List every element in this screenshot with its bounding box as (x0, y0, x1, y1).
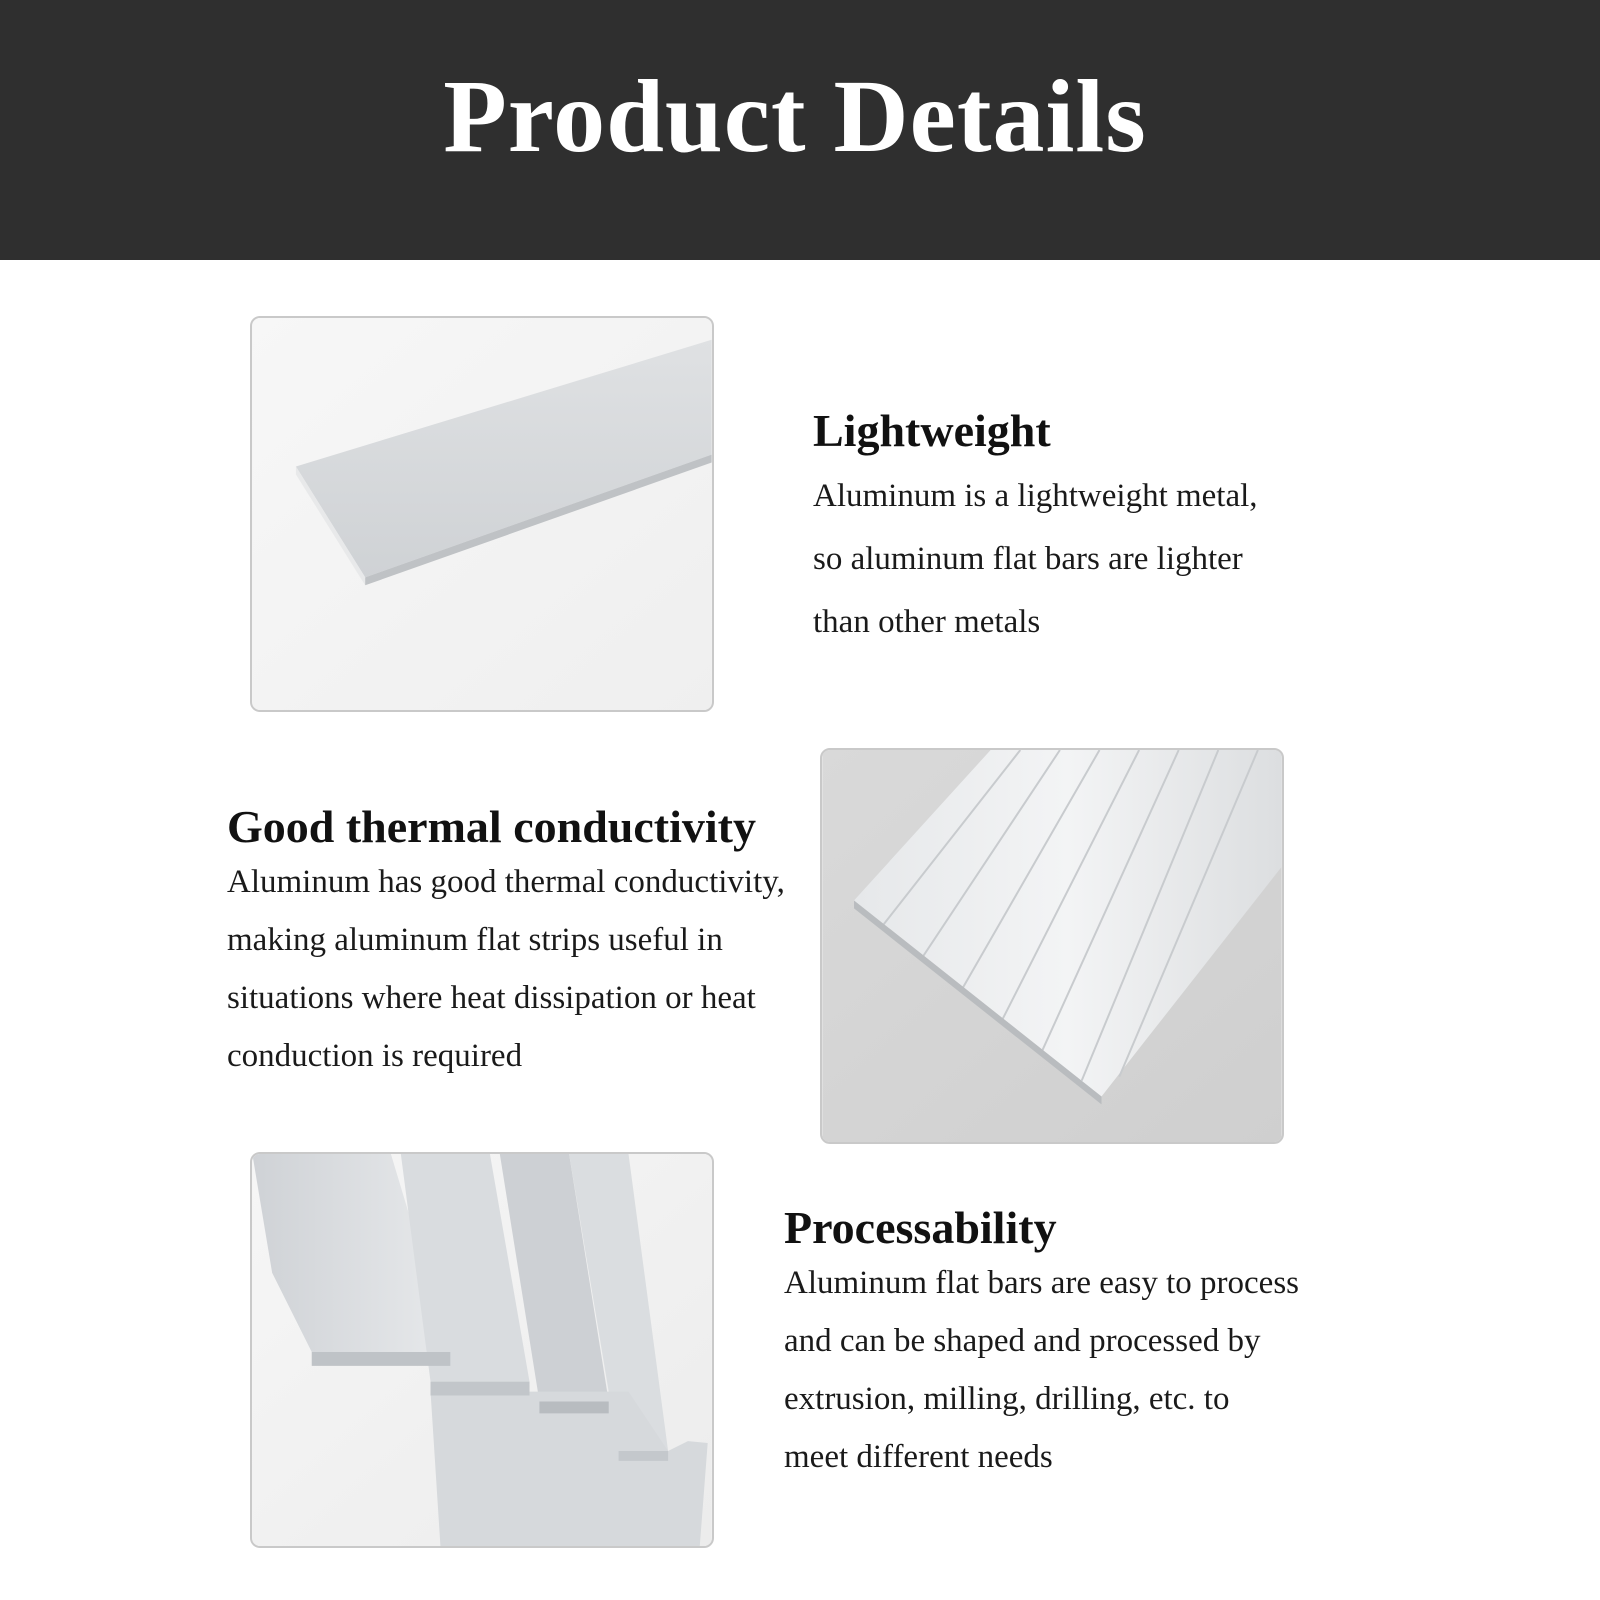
brushed-aluminum-strip-photo (822, 750, 1282, 1142)
lightweight-photo (250, 316, 714, 712)
description-line: so aluminum flat bars are lighter (813, 540, 1243, 577)
description-line: situations where heat dissipation or heat (227, 979, 756, 1016)
feature-lightweight (813, 406, 1258, 654)
description-line: Aluminum flat bars are easy to process (784, 1264, 1300, 1301)
feature-description (784, 1254, 1299, 1486)
description-line: Aluminum is a lightweight metal, (813, 477, 1258, 514)
description-line: than other metals (813, 603, 1041, 640)
description-line: and can be shaped and processed by (784, 1322, 1261, 1359)
processability-photo (250, 1152, 714, 1548)
feature-thermal-conductivity (227, 802, 785, 1085)
description-line: conduction is required (227, 1037, 523, 1074)
page-title: Product Details (443, 58, 1147, 174)
feature-title: Good thermal conductivity (227, 801, 756, 852)
feature-description (813, 465, 1258, 654)
aluminum-flat-bar-photo (252, 318, 712, 710)
description-line: extrusion, milling, drilling, etc. to (784, 1380, 1230, 1417)
description-line: making aluminum flat strips useful in (227, 921, 723, 958)
feature-title: Processability (784, 1202, 1057, 1253)
thermal-conductivity-photo (820, 748, 1284, 1144)
description-line: Aluminum has good thermal conductivity, (227, 863, 785, 900)
stacked-aluminum-bars-photo (252, 1154, 712, 1546)
feature-description (227, 853, 785, 1085)
description-line: meet different needs (784, 1438, 1053, 1475)
feature-processability (784, 1203, 1299, 1486)
header-banner (0, 0, 1600, 260)
feature-title: Lightweight (813, 405, 1051, 456)
